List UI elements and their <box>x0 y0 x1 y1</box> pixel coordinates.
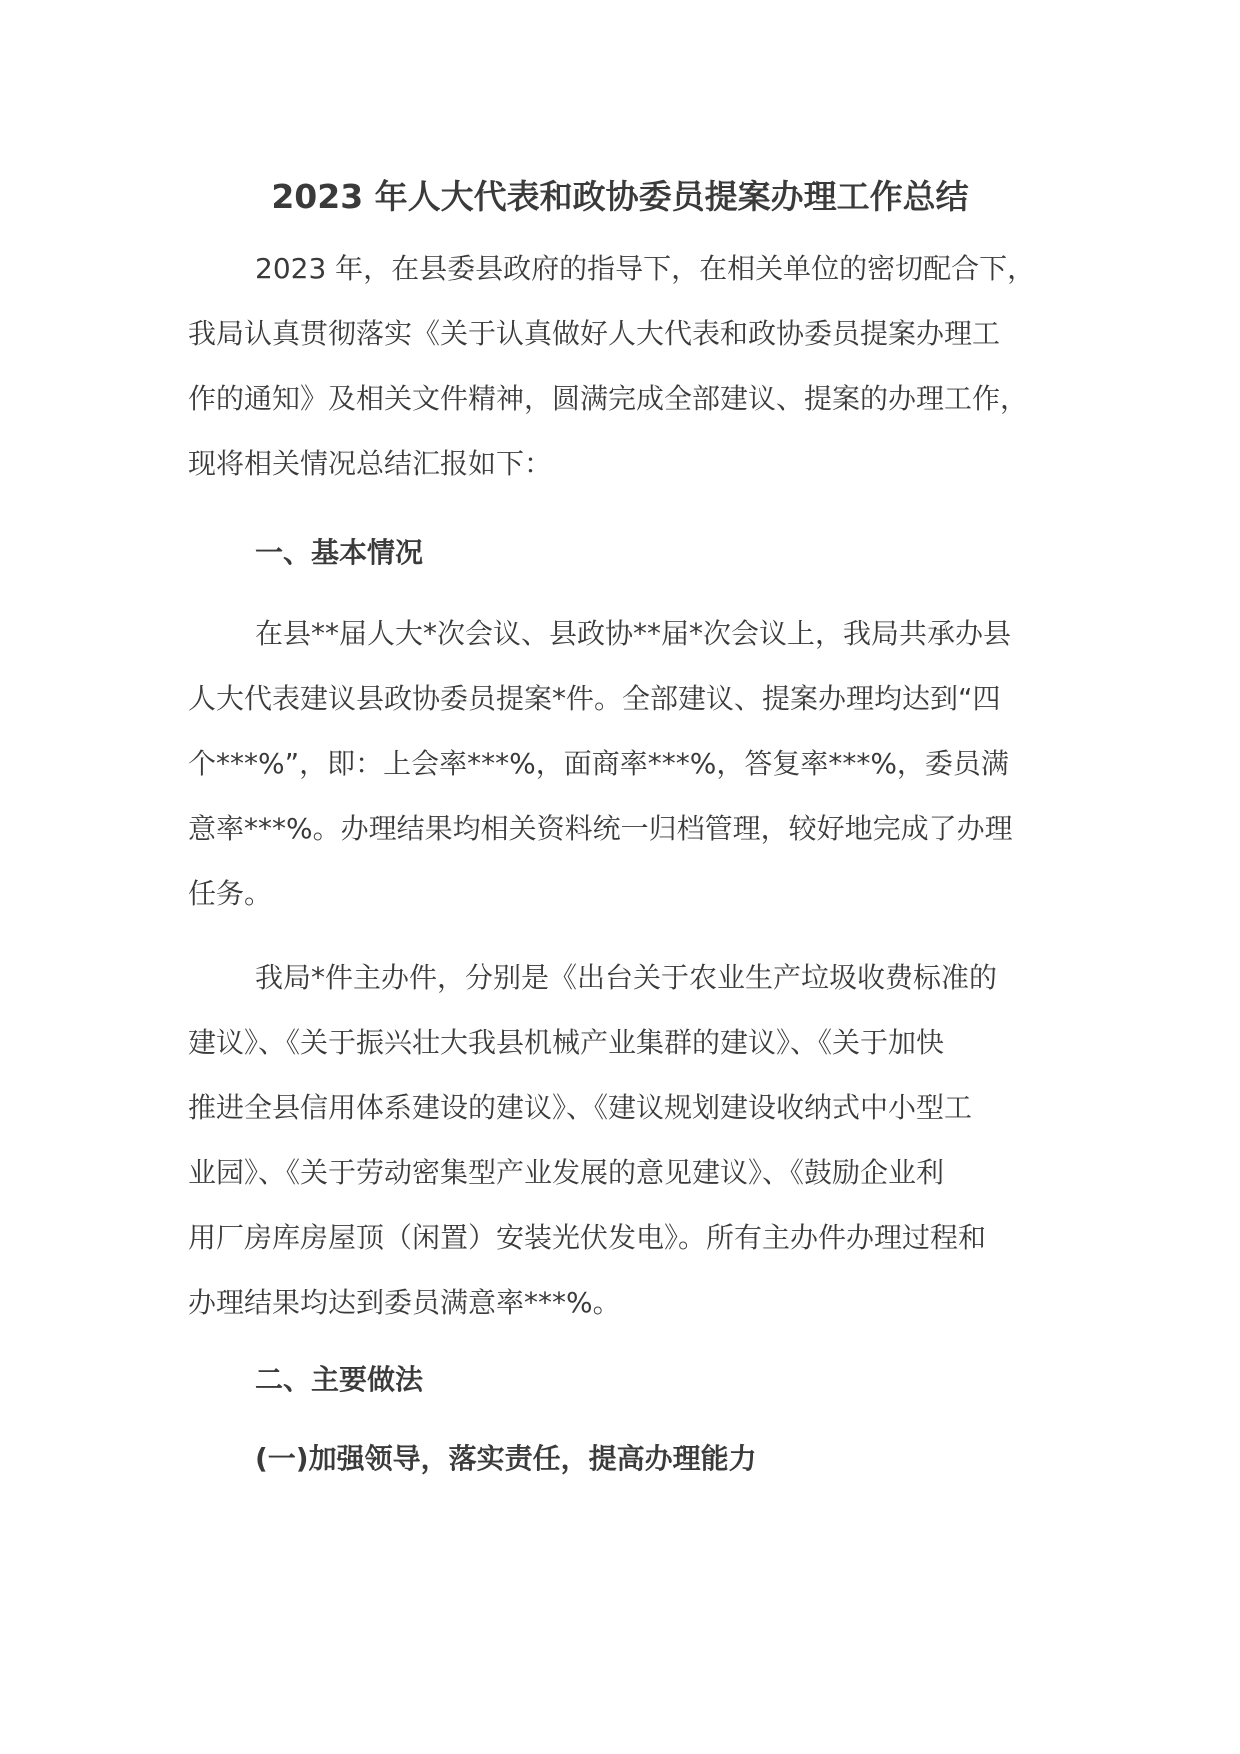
basic-situation-paragraph-2 <box>188 945 1068 1335</box>
subsection-heading-leadership: (一)加强领导，落实责任，提高办理能力 <box>255 1442 757 1475</box>
paragraph-line: 在县**届人大*次会议、县政协**届*次会议上，我局共承办县 <box>255 617 1012 650</box>
paragraph-line: 我局认真贯彻落实《关于认真做好人大代表和政协委员提案办理工 <box>188 317 1001 350</box>
basic-situation-paragraph-1 <box>188 601 1068 926</box>
paragraph-line: 人大代表建议县政协委员提案*件。全部建议、提案办理均达到“四 <box>188 682 1001 715</box>
paragraph-line: 用厂房库房屋顶（闲置）安装光伏发电》。所有主办件办理过程和 <box>188 1221 987 1254</box>
paragraph-line: 推进全县信用体系建设的建议》、《建议规划建设收纳式中小型工 <box>188 1091 973 1124</box>
paragraph-line: 任务。 <box>188 877 273 910</box>
paragraph-line: 办理结果均达到委员满意率***%。 <box>188 1286 621 1319</box>
paragraph-line: 建议》、《关于振兴壮大我县机械产业集群的建议》、《关于加快 <box>188 1026 945 1059</box>
paragraph-line: 2023 年，在县委县政府的指导下，在相关单位的密切配合下， <box>255 252 1036 285</box>
intro-paragraph <box>188 236 1068 496</box>
document-title: 2023 年人大代表和政协委员提案办理工作总结 <box>271 177 969 216</box>
paragraph-line: 个***%”，即：上会率***%，面商率***%，答复率***%，委员满 <box>188 747 1009 780</box>
section-heading-basic-situation: 一、基本情况 <box>255 536 424 569</box>
paragraph-line: 现将相关情况总结汇报如下： <box>188 447 553 480</box>
paragraph-line: 作的通知》及相关文件精神，圆满完成全部建议、提案的办理工作， <box>188 382 1029 415</box>
paragraph-line: 业园》、《关于劳动密集型产业发展的意见建议》、《鼓励企业利 <box>188 1156 945 1189</box>
section-heading-main-practices: 二、主要做法 <box>255 1363 424 1396</box>
paragraph-line: 我局*件主办件，分别是《出台关于农业生产垃圾收费标准的 <box>255 961 998 994</box>
paragraph-line: 意率***%。办理结果均相关资料统一归档管理，较好地完成了办理 <box>188 812 1013 845</box>
